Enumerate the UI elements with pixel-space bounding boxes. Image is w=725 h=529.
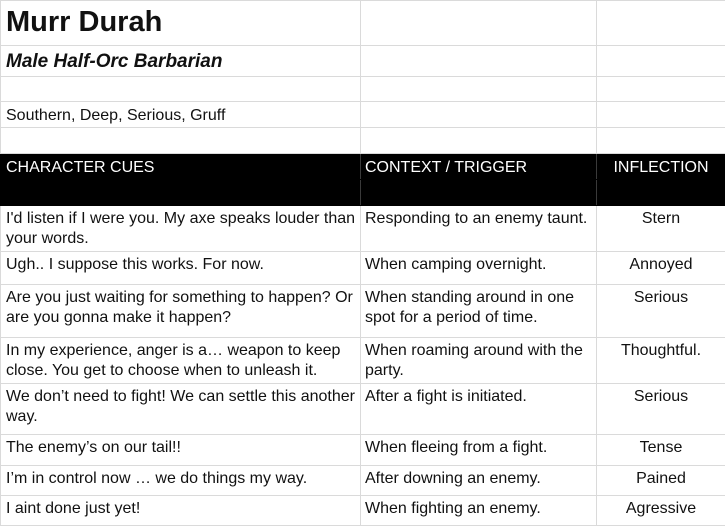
context-cell[interactable]: When camping overnight. — [361, 252, 597, 285]
context-cell[interactable]: Responding to an enemy taunt. — [361, 206, 597, 252]
inflection-cell[interactable]: Thoughtful. — [597, 338, 725, 384]
subtitle-row — [1, 46, 725, 77]
context-cell[interactable]: When fighting an enemy. — [361, 496, 597, 526]
context-cell[interactable]: After a fight is initiated. — [361, 384, 597, 435]
column-header-cues[interactable]: CHARACTER CUES — [1, 154, 361, 180]
table-row — [1, 338, 725, 384]
cue-cell[interactable]: I'd listen if I were you. My axe speaks louder than your words. — [1, 206, 361, 252]
cue-cell[interactable]: I’m in control now … we do things my way. — [1, 466, 361, 496]
blank-row — [1, 77, 725, 102]
empty-cell[interactable] — [597, 46, 725, 77]
context-cell[interactable]: After downing an enemy. — [361, 466, 597, 496]
context-cell[interactable]: When roaming around with the party. — [361, 338, 597, 384]
inflection-cell[interactable]: Serious — [597, 285, 725, 338]
voice-row — [1, 102, 725, 128]
inflection-cell[interactable]: Serious — [597, 384, 725, 435]
cue-cell[interactable]: I aint done just yet! — [1, 496, 361, 526]
character-name[interactable]: Murr Durah — [1, 1, 361, 46]
empty-cell[interactable] — [361, 1, 597, 46]
context-cell[interactable]: When fleeing from a fight. — [361, 435, 597, 466]
inflection-cell[interactable]: Stern — [597, 206, 725, 252]
empty-cell[interactable] — [597, 1, 725, 46]
cue-cell[interactable]: In my experience, anger is a… weapon to keep close. You get to choose when to unleash it. — [1, 338, 361, 384]
empty-cell[interactable] — [1, 128, 361, 154]
empty-cell[interactable] — [597, 102, 725, 128]
empty-cell[interactable] — [597, 77, 725, 102]
table-row — [1, 435, 725, 466]
header-spacer-row — [1, 180, 725, 206]
header-row — [1, 154, 725, 180]
empty-cell[interactable] — [361, 102, 597, 128]
cue-cell[interactable]: Are you just waiting for something to happen? Or are you gonna make it happen? — [1, 285, 361, 338]
table-row — [1, 384, 725, 435]
cue-cell[interactable]: We don’t need to fight! We can settle this another way. — [1, 384, 361, 435]
empty-cell[interactable] — [361, 180, 597, 206]
column-header-context[interactable]: CONTEXT / TRIGGER — [361, 154, 597, 180]
voice-description[interactable]: Southern, Deep, Serious, Gruff — [1, 102, 361, 128]
empty-cell[interactable] — [361, 46, 597, 77]
table-row — [1, 285, 725, 338]
empty-cell[interactable] — [361, 77, 597, 102]
empty-cell[interactable] — [597, 128, 725, 154]
table-row — [1, 466, 725, 496]
inflection-cell[interactable]: Annoyed — [597, 252, 725, 285]
character-description[interactable]: Male Half-Orc Barbarian — [1, 46, 361, 77]
table-row — [1, 252, 725, 285]
context-cell[interactable]: When standing around in one spot for a period of time. — [361, 285, 597, 338]
cue-cell[interactable]: Ugh.. I suppose this works. For now. — [1, 252, 361, 285]
empty-cell[interactable] — [1, 77, 361, 102]
inflection-cell[interactable]: Pained — [597, 466, 725, 496]
table-row — [1, 496, 725, 526]
inflection-cell[interactable]: Agressive — [597, 496, 725, 526]
inflection-cell[interactable]: Tense — [597, 435, 725, 466]
blank-row — [1, 128, 725, 154]
cue-cell[interactable]: The enemy’s on our tail!! — [1, 435, 361, 466]
column-header-inflection[interactable]: INFLECTION — [597, 154, 725, 180]
table-row — [1, 206, 725, 252]
empty-cell[interactable] — [361, 128, 597, 154]
title-row — [1, 1, 725, 46]
empty-cell[interactable] — [597, 180, 725, 206]
empty-cell[interactable] — [1, 180, 361, 206]
